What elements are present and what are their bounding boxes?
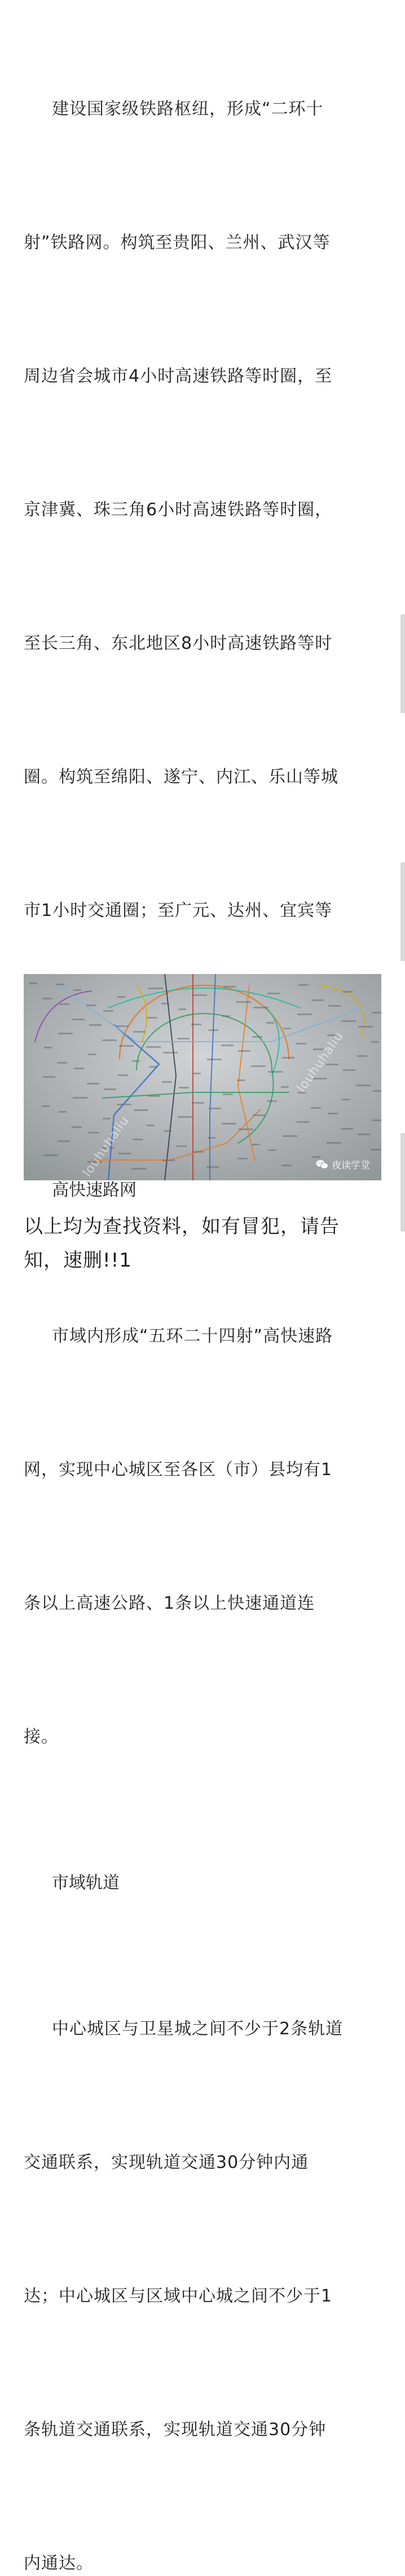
station-label-mark: [282, 1057, 294, 1059]
station-label-mark: [74, 1068, 84, 1069]
station-label-mark: [192, 1102, 204, 1104]
station-label-mark: [328, 1005, 341, 1007]
station-label-mark: [119, 1045, 134, 1047]
brand-mark: [316, 1157, 370, 1171]
text-line: 条轨道交通联系，实现轨道交通30分钟: [24, 2420, 327, 2440]
station-label-mark: [357, 1055, 367, 1057]
text-line: 建设国家级铁路枢纽，形成“二环十: [52, 99, 324, 119]
station-label-mark: [88, 1054, 96, 1055]
station-label-mark: [146, 1046, 161, 1048]
paragraph-track: [24, 1918, 381, 2576]
station-label-mark: [268, 1149, 276, 1151]
text-line: 中心城区与卫星城之间不少于2条轨道: [52, 2019, 344, 2039]
station-label-mark: [342, 991, 353, 993]
station-label-mark: [208, 1029, 218, 1031]
station-label-mark: [118, 1074, 128, 1076]
station-label-mark: [223, 986, 236, 988]
station-label-mark: [133, 1031, 146, 1033]
station-label-mark: [133, 1139, 143, 1140]
station-label-mark: [252, 1036, 262, 1038]
transit-map-drawing: [24, 974, 381, 1180]
text-line: 网，实现中心城区至各区（市）县均有1: [24, 1460, 333, 1480]
station-label-mark: [193, 1151, 204, 1153]
station-label-mark: [356, 1085, 371, 1086]
station-label-mark: [296, 1043, 306, 1044]
watermark-text: louhuhaliu: [294, 1029, 347, 1095]
station-label-mark: [298, 984, 309, 986]
closing-note: [24, 1210, 385, 1277]
station-label-mark: [281, 1165, 292, 1166]
station-label-mark: [162, 1081, 172, 1083]
station-label-mark: [117, 1104, 131, 1105]
text-line: 圈。构筑至绵阳、遂宁、内江、乐山等城: [24, 767, 338, 787]
station-label-mark: [372, 1119, 381, 1121]
station-label-mark: [87, 1083, 99, 1085]
station-label-mark: [116, 1025, 129, 1027]
text-line: 射”铁路网。构筑至贵阳、兰州、武汉等: [24, 233, 331, 253]
station-label-mark: [104, 1088, 116, 1090]
station-label-mark: [237, 1158, 248, 1159]
station-label-mark: [161, 1003, 169, 1004]
station-label-mark: [251, 1065, 266, 1067]
station-label-mark: [58, 1033, 73, 1034]
station-label-mark: [57, 1062, 67, 1064]
station-label-mark: [72, 1019, 85, 1020]
brand-name: 夜读学堂: [332, 1160, 370, 1171]
station-label-mark: [177, 1038, 190, 1039]
text-line: 达；中心城区与区域中心城之间不少于1: [24, 2286, 333, 2306]
wechat-icon: [316, 1159, 328, 1170]
station-label-mark: [326, 1064, 338, 1065]
station-label-mark: [42, 1105, 50, 1107]
station-label-mark: [89, 1024, 102, 1026]
station-label-mark: [117, 996, 125, 998]
station-label-mark: [223, 1094, 233, 1095]
station-label-mark: [281, 1086, 289, 1088]
text-line: 接。: [24, 1727, 59, 1747]
station-label-mark: [327, 1142, 341, 1144]
station-label-mark: [191, 1024, 201, 1025]
station-label-mark: [311, 999, 324, 1001]
station-label-mark: [237, 1079, 245, 1081]
text-line: 周边省会城市4小时高速铁路等时圈，至: [24, 366, 333, 386]
station-label-mark: [297, 1013, 312, 1015]
station-label-mark: [179, 1087, 189, 1088]
section-heading-expressway: 高快速路网: [52, 1180, 137, 1200]
station-label-mark: [59, 1111, 67, 1113]
station-label-mark: [102, 1039, 117, 1041]
station-label-mark: [206, 1166, 219, 1168]
station-label-mark: [43, 1154, 58, 1156]
station-label-mark: [86, 1004, 96, 1006]
station-label-mark: [192, 994, 207, 996]
station-label-mark: [358, 1134, 370, 1135]
station-label-mark: [178, 1116, 192, 1118]
text-line: 市1小时交通圈；至广元、达州、宜宾等: [24, 901, 333, 920]
station-label-mark: [328, 1113, 338, 1114]
text-line: 内通达。: [24, 2553, 94, 2573]
station-label-mark: [193, 1073, 201, 1074]
paragraph-expressway: [24, 1225, 381, 1848]
station-label-mark: [72, 1126, 82, 1128]
section-heading-track: 市域轨道: [52, 1873, 120, 1893]
station-label-mark: [73, 1097, 87, 1099]
station-label-mark: [103, 1118, 111, 1119]
station-label-mark: [371, 1041, 379, 1043]
article-body: [24, 0, 381, 2576]
station-label-mark: [118, 1153, 131, 1154]
station-label-mark: [147, 1125, 155, 1126]
station-label-mark: [343, 1069, 355, 1071]
station-label-mark: [236, 1001, 251, 1003]
scroll-indicator: [400, 862, 405, 961]
text-line: 知，速删!!1: [24, 1249, 132, 1272]
station-label-mark: [148, 988, 163, 989]
station-label-mark: [43, 1076, 55, 1078]
station-label-mark: [73, 989, 81, 991]
station-label-mark: [239, 1128, 253, 1130]
station-label-mark: [207, 1059, 222, 1060]
station-label-mark: [131, 1168, 146, 1170]
station-label-mark: [373, 1090, 381, 1092]
text-line: 至长三角、东北地区8小时高速铁路等时: [24, 634, 333, 653]
station-label-mark: [29, 982, 37, 984]
station-label-mark: [238, 1050, 250, 1052]
station-label-mark: [341, 1128, 353, 1130]
station-label-mark: [266, 1022, 274, 1024]
station-label-mark: [358, 1026, 373, 1028]
scroll-indicator: [400, 1133, 405, 1232]
station-label-mark: [103, 1010, 113, 1012]
text-line: 京津冀、珠三角6小时高速铁路等时圈，: [24, 500, 333, 520]
station-label-mark: [267, 1100, 277, 1102]
station-label-mark: [149, 1066, 157, 1068]
station-label-mark: [163, 1052, 178, 1054]
station-label-mark: [177, 1145, 187, 1147]
transit-map-image: [24, 974, 381, 1180]
station-label-mark: [134, 1109, 148, 1111]
station-label-mark: [283, 1028, 291, 1029]
station-label-mark: [59, 1003, 69, 1005]
watermark-text: louhuhaliu: [80, 1113, 133, 1180]
station-label-mark: [311, 1107, 321, 1109]
station-label-mark: [342, 1099, 350, 1100]
station-label-mark: [267, 993, 280, 994]
station-label-mark: [371, 1149, 381, 1150]
text-line: 以上均为查找资料，如有冒犯，请告: [24, 1215, 340, 1238]
station-label-mark: [222, 1123, 236, 1125]
text-line: 市域内形成“五环二十四射”高快速路: [52, 1326, 333, 1346]
scroll-indicator: [400, 614, 405, 713]
station-label-mark: [253, 1007, 268, 1008]
station-label-mark: [372, 1012, 381, 1013]
station-label-mark: [147, 1017, 157, 1019]
station-label-mark: [283, 1135, 297, 1137]
station-label-mark: [178, 1008, 186, 1010]
station-label-mark: [208, 1137, 215, 1139]
station-label-mark: [268, 1071, 283, 1073]
station-label-mark: [42, 998, 52, 999]
text-line: 条以上高速公路、1条以上快速通道连: [24, 1594, 315, 1613]
text-line: 交通联系，实现轨道交通30分钟内通: [24, 2153, 309, 2172]
station-label-mark: [148, 1095, 160, 1097]
station-label-mark: [252, 1144, 259, 1145]
station-label-mark: [58, 1140, 70, 1142]
station-label-mark: [253, 1114, 265, 1116]
station-label-mark: [222, 1015, 230, 1017]
station-label-mark: [341, 1020, 356, 1022]
station-label-mark: [209, 1108, 221, 1109]
station-label-mark: [162, 1159, 175, 1161]
station-label-mark: [56, 984, 64, 985]
station-label-mark: [132, 1060, 140, 1062]
station-label-mark: [297, 1121, 309, 1123]
station-label-mark: [89, 1132, 99, 1134]
station-label-mark: [44, 1047, 52, 1048]
station-label-mark: [221, 1044, 234, 1046]
station-label-mark: [164, 1130, 171, 1132]
